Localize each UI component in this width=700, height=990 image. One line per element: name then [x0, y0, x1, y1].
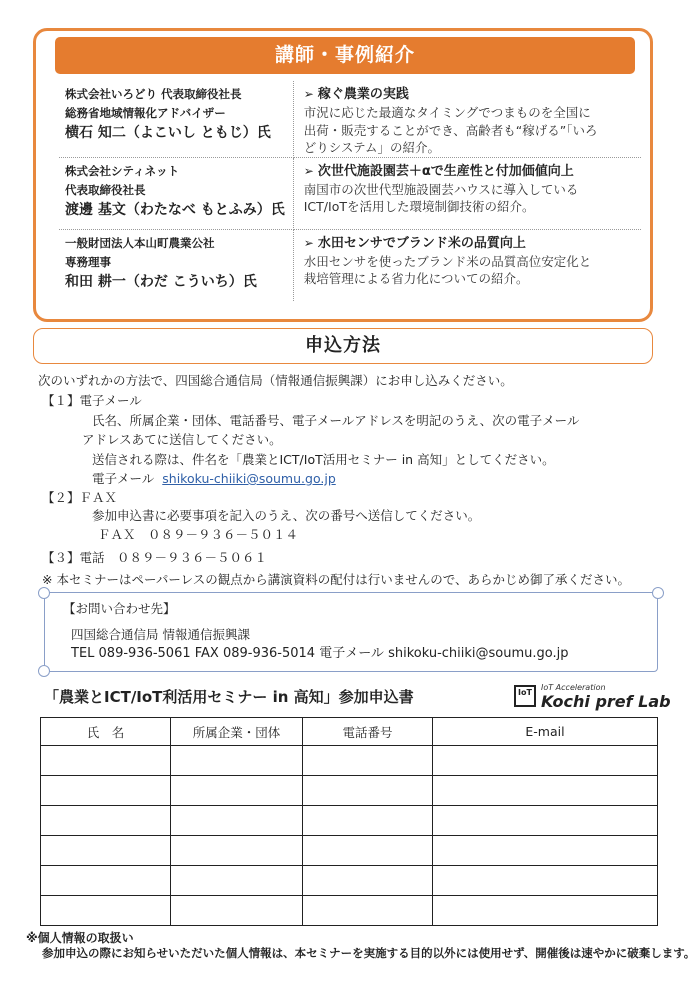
form-entry-row — [41, 776, 658, 806]
organization-cell[interactable] — [171, 806, 303, 836]
phone-cell[interactable] — [303, 746, 433, 776]
fax-instructions: 参加申込書に必要事項を記入のうえ、次の番号へ送信してください。 — [92, 508, 481, 523]
form-entry-row — [41, 896, 658, 926]
privacy-title: ※個人情報の取扱い — [26, 931, 134, 945]
scroll-curl-decoration — [38, 587, 50, 599]
email-cell[interactable] — [433, 776, 658, 806]
organization-cell[interactable] — [171, 896, 303, 926]
email-cell[interactable] — [433, 746, 658, 776]
speaker-title: 代表取締役社長 — [65, 182, 146, 197]
phone-cell[interactable] — [303, 806, 433, 836]
speakers-heading: 講師・事例紹介 — [55, 37, 635, 74]
name-cell[interactable] — [41, 776, 171, 806]
speaker-row — [59, 229, 641, 301]
form-entry-row — [41, 746, 658, 776]
speaker-org: 株式会社いろどり 代表取締役社長 — [65, 87, 242, 101]
name-cell[interactable] — [41, 746, 171, 776]
speaker-title: 専務理事 — [65, 254, 111, 269]
email-method-label: 【１】電子メール — [42, 393, 142, 408]
case-description: 南国市の次世代型施設園芸ハウスに導入している ICT/IoTを活用した環境制御技術の紹介。 — [303, 181, 579, 214]
phone-cell[interactable] — [303, 836, 433, 866]
organization-cell[interactable] — [171, 836, 303, 866]
name-cell[interactable] — [41, 896, 171, 926]
arrow-bullet-icon: ➢ — [303, 87, 314, 101]
form-header-row — [41, 718, 658, 746]
name-cell[interactable] — [41, 866, 171, 896]
form-entry-row — [41, 806, 658, 836]
contact-office: 四国総合通信局 情報通信振興課 — [71, 627, 250, 642]
email-cell[interactable] — [433, 836, 658, 866]
contact-title: 【お問い合わせ先】 — [63, 601, 176, 616]
speaker-table — [59, 81, 641, 301]
case-title: 水田センサでブランド米の品質向上 — [317, 235, 526, 251]
fax-method-label: 【２】ＦＡＸ — [42, 490, 118, 505]
email-instructions: 氏名、所属企業・団体、電話番号、電子メールアドレスを明記のうえ、次の電子メール — [92, 413, 580, 428]
organization-cell[interactable] — [171, 776, 303, 806]
column-header-name: 氏 名 — [41, 718, 171, 746]
case-description: 水田センサを使ったブランド米の品質高位安定化と 栽培管理による省力化についての紹介。 — [303, 253, 592, 286]
email-cell[interactable] — [433, 806, 658, 836]
email-subject-note: 送信される際は、件名を「農業とICT/IoT活用セミナー in 高知」としてください。 — [92, 452, 555, 467]
form-title: 「農業とICT/IoT利活用セミナー in 高知」参加申込書 — [44, 688, 414, 706]
speaker-name: 横石 知二（よこいし ともじ）氏 — [65, 125, 271, 141]
email-instructions: アドレスあてに送信してください。 — [82, 432, 282, 447]
arrow-bullet-icon: ➢ — [303, 163, 314, 178]
name-cell[interactable] — [41, 806, 171, 836]
phone-cell[interactable] — [303, 866, 433, 896]
scroll-curl-decoration — [38, 665, 50, 677]
logo-text: Kochi pref Lab — [541, 692, 671, 711]
column-header-organization: 所属企業・団体 — [171, 718, 303, 746]
arrow-bullet-icon: ➢ — [303, 235, 314, 250]
speaker-row — [59, 81, 641, 157]
speaker-name: 渡邊 基文（わたなべ もとふみ）氏 — [65, 201, 285, 218]
method-intro: 次のいずれかの方法で、四国総合通信局（情報通信振興課）にお申し込みください。 — [38, 373, 513, 388]
organization-cell[interactable] — [171, 746, 303, 776]
phone-cell[interactable] — [303, 896, 433, 926]
method-heading: 申込方法 — [33, 328, 653, 364]
privacy-text: 参加申込の際にお知らせいただいた個人情報は、本セミナーを実施する目的以外には使用せず、開催後は速やかに破棄します。 — [42, 946, 696, 960]
scroll-curl-decoration — [652, 587, 664, 599]
organization-cell[interactable] — [171, 866, 303, 896]
email-cell[interactable] — [433, 896, 658, 926]
logo-subtitle: IoT Acceleration — [541, 683, 606, 692]
tel-method: 【３】電話 ０８９－９３６－５０６１ — [42, 550, 268, 565]
speaker-name: 和田 耕一（わだ こういち）氏 — [65, 273, 257, 290]
speaker-org: 一般財団法人本山町農業公社 — [65, 235, 215, 250]
column-header-phone: 電話番号 — [303, 718, 433, 746]
case-title: 稼ぐ農業の実践 — [317, 87, 409, 102]
speaker-row — [59, 157, 641, 229]
speaker-title: 総務省地域情報化アドバイザー — [65, 106, 226, 120]
contact-details: TEL 089-936-5061 FAX 089-936-5014 電子メール shikoku-chiiki@soumu.go.jp — [71, 646, 569, 661]
contact-box — [44, 592, 658, 672]
email-cell[interactable] — [433, 866, 658, 896]
case-title: 次世代施設園芸＋αで生産性と付加価値向上 — [317, 163, 574, 179]
logo-mark-icon: IoT — [514, 685, 536, 707]
form-entry-row — [41, 836, 658, 866]
application-form-table — [40, 717, 658, 926]
column-header-email: E-mail — [433, 718, 658, 746]
case-description: 市況に応じた最適なタイミングでつまものを全国に 出荷・販売することができ、高齢者も“稼げる”「いろ どりシステム」の紹介。 — [303, 105, 598, 155]
name-cell[interactable] — [41, 836, 171, 866]
speaker-org: 株式会社シティネット — [65, 163, 180, 178]
kochi-pref-lab-logo — [514, 683, 671, 713]
email-address-line — [92, 470, 336, 487]
fax-number: ＦＡＸ ０８９－９３６－５０１４ — [98, 527, 299, 542]
paperless-note: ※ 本セミナーはペーパーレスの観点から講演資料の配付は行いませんので、あらかじめ御了承ください。 — [42, 572, 630, 587]
form-entry-row — [41, 866, 658, 896]
email-address-label: 電子メール — [92, 471, 155, 486]
phone-cell[interactable] — [303, 776, 433, 806]
email-link[interactable]: shikoku-chiiki@soumu.go.jp — [162, 471, 336, 486]
